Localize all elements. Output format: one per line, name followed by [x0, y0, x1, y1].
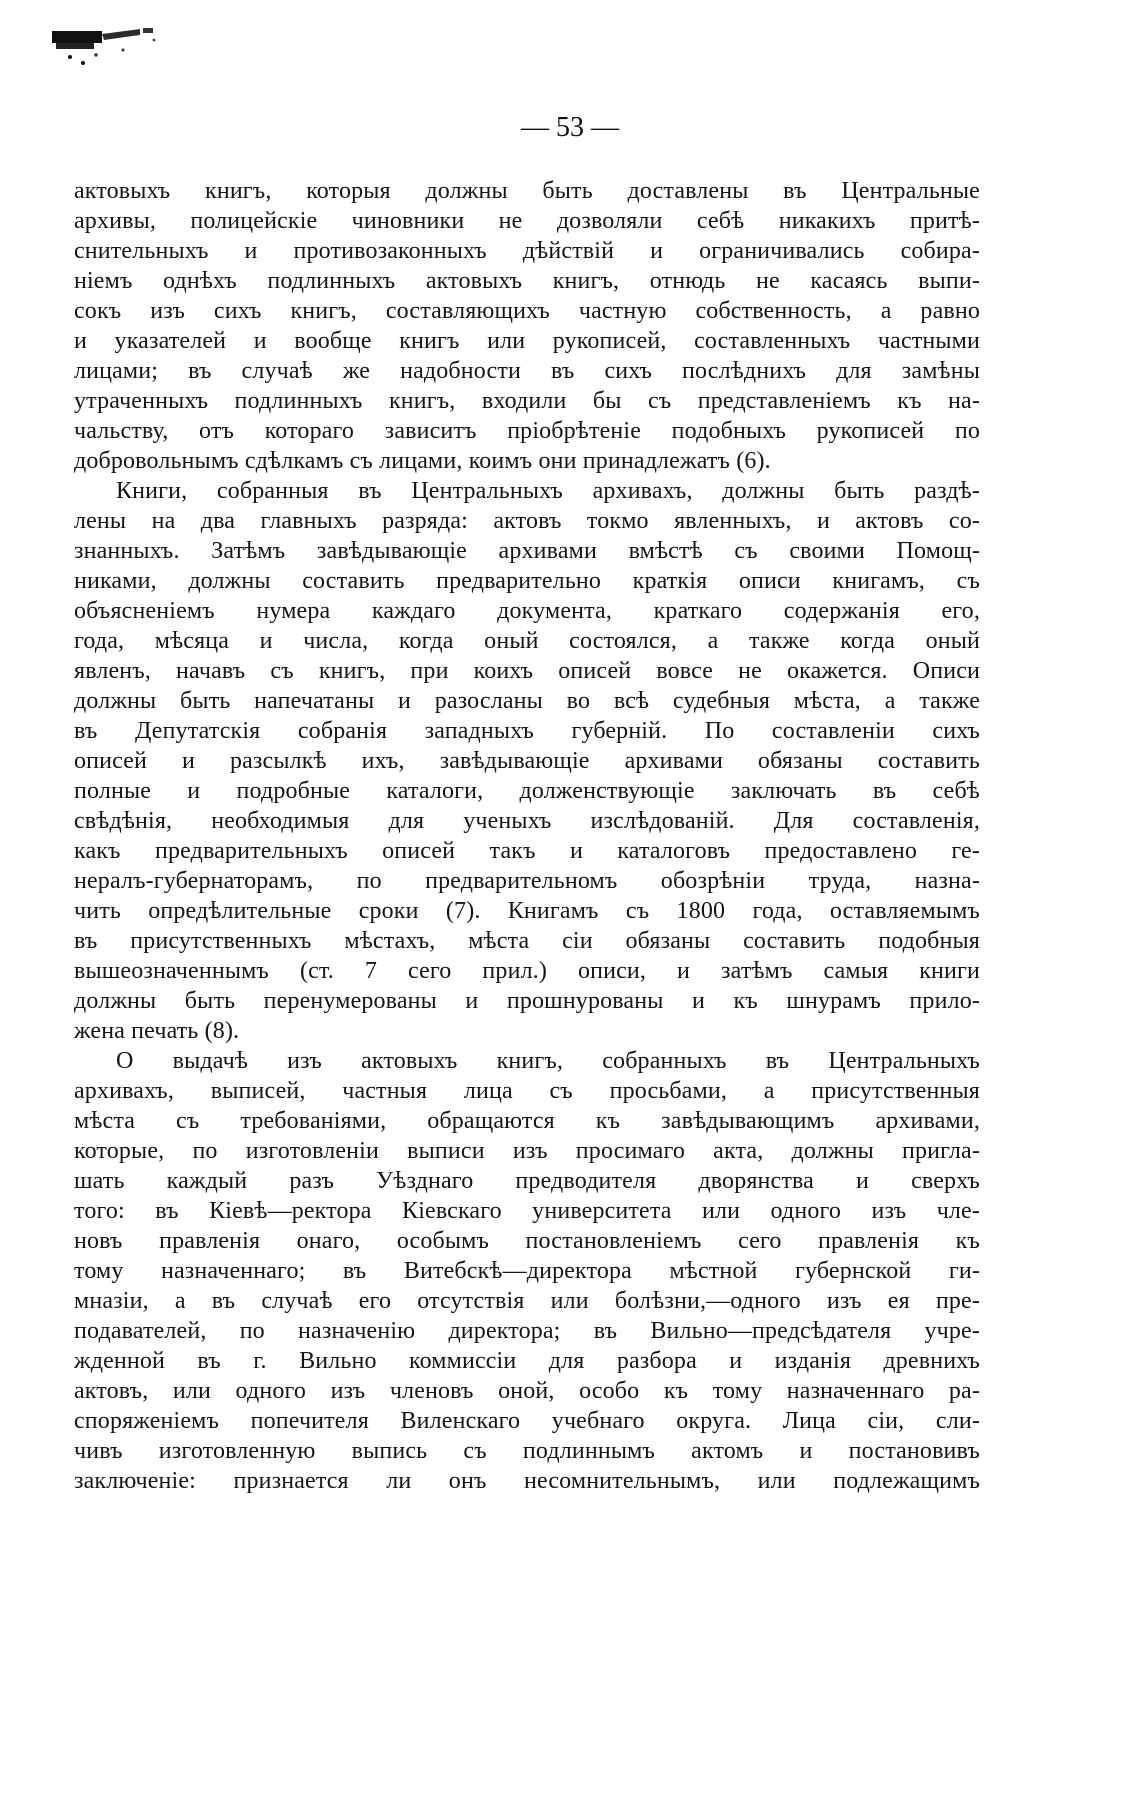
text-line: добровольнымъ сдѣлкамъ съ лицами, коимъ они принадлежатъ (6). [74, 448, 771, 474]
text-line: чальству, отъ котораго зависитъ пріобрѣтеніе подобныхъ рукописей по [74, 418, 980, 444]
text-line: заключеніе: признается ли онъ несомнительнымъ, или подлежащимъ [74, 1468, 980, 1494]
text-line: архивы, полицейскіе чиновники не дозволяли себѣ никакихъ притѣ- [74, 208, 980, 234]
text-line: должны быть напечатаны и разосланы во всѣ судебныя мѣста, а также [74, 688, 980, 714]
text-line: нералъ-губернаторамъ, по предварительномъ обозрѣніи труда, назна- [74, 868, 980, 894]
text-line: новъ правленія онаго, особымъ постановленіемъ сего правленія къ [74, 1228, 980, 1254]
text-line: года, мѣсяца и числа, когда оный состоялся, а также когда оный [74, 628, 980, 654]
text-line: ніемъ однѣхъ подлинныхъ актовыхъ книгъ, отнюдь не касаясь выпи- [74, 268, 980, 294]
text-line: шать каждый разъ Уѣзднаго предводителя дворянства и сверхъ [74, 1168, 980, 1194]
text-line: тому назначеннаго; въ Витебскѣ—директора мѣстной губернской ги- [74, 1258, 980, 1284]
page-number: — 53 — [521, 112, 619, 143]
text-line: лицами; въ случаѣ же надобности въ сихъ послѣднихъ для замѣны [74, 358, 980, 384]
text-line: вышеозначеннымъ (ст. 7 сего прил.) описи, и затѣмъ самыя книги [74, 958, 980, 984]
text-line: полные и подробные каталоги, долженствующіе заключать въ себѣ [74, 778, 980, 804]
text-line: снительныхъ и противозаконныхъ дѣйствій и ограничивались собира- [74, 238, 980, 264]
text-line: явленъ, начавъ съ книгъ, при коихъ описей вовсе не окажется. Описи [74, 658, 980, 684]
text-line: актовыхъ книгъ, которыя должны быть доставлены въ Центральные [74, 178, 980, 204]
text-line: О выдачѣ изъ актовыхъ книгъ, собранныхъ въ Центральныхъ [116, 1048, 980, 1074]
text-line: сокъ изъ сихъ книгъ, составляющихъ частную собственность, а равно [74, 298, 980, 324]
text-line: подавателей, по назначенію директора; въ Вильно—предсѣдателя учре- [74, 1318, 980, 1344]
text-line: того: въ Кіевѣ—ректора Кіевскаго университета или одного изъ чле- [74, 1198, 980, 1224]
text-line: утраченныхъ подлинныхъ книгъ, входили бы съ представленіемъ къ на- [74, 388, 980, 414]
scan-artifact-mark [52, 26, 164, 76]
text-line: какъ предварительныхъ описей такъ и каталоговъ предоставлено ге- [74, 838, 980, 864]
text-line: мназіи, а въ случаѣ его отсутствія или болѣзни,—одного изъ ея пре- [74, 1288, 980, 1314]
text-line: объясненіемъ нумера каждаго документа, краткаго содержанія его, [74, 598, 980, 624]
text-line: чить опредѣлительные сроки (7). Книгамъ съ 1800 года, оставляемымъ [74, 898, 980, 924]
text-line: знанныхъ. Затѣмъ завѣдывающіе архивами вмѣстѣ съ своими Помощ- [74, 538, 980, 564]
text-line: жена печать (8). [74, 1018, 240, 1044]
text-line: которые, по изготовленіи выписи изъ просимаго акта, должны пригла- [74, 1138, 980, 1164]
text-line: архивахъ, выписей, частныя лица съ просьбами, а присутственныя [74, 1078, 980, 1104]
text-line: Книги, собранныя въ Центральныхъ архивахъ, должны быть раздѣ- [116, 478, 980, 504]
text-line: чивъ изготовленную выпись съ подлиннымъ актомъ и постановивъ [74, 1438, 980, 1464]
text-line: никами, должны составить предварительно краткія описи книгамъ, съ [74, 568, 980, 594]
text-line: мѣста съ требованіями, обращаются къ завѣдывающимъ архивами, [74, 1108, 980, 1134]
text-line: актовъ, или одного изъ членовъ оной, особо къ тому назначеннаго ра- [74, 1378, 980, 1404]
text-line: свѣдѣнія, необходимыя для ученыхъ изслѣдованій. Для составленія, [74, 808, 980, 834]
text-line: и указателей и вообще книгъ или рукописей, составленныхъ частными [74, 328, 980, 354]
text-line: лены на два главныхъ разряда: актовъ токмо явленныхъ, и актовъ со- [74, 508, 980, 534]
text-line: жденной въ г. Вильно коммиссіи для разбора и изданія древнихъ [74, 1348, 980, 1374]
text-line: въ присутственныхъ мѣстахъ, мѣста сіи обязаны составить подобныя [74, 928, 980, 954]
text-line: должны быть перенумерованы и прошнурованы и къ шнурамъ прило- [74, 988, 980, 1014]
text-line: споряженіемъ попечителя Виленскаго учебнаго округа. Лица сіи, сли- [74, 1408, 980, 1434]
text-line: въ Депутатскія собранія западныхъ губерній. По составленіи сихъ [74, 718, 980, 744]
text-line: описей и разсылкѣ ихъ, завѣдывающіе архивами обязаны составить [74, 748, 980, 774]
